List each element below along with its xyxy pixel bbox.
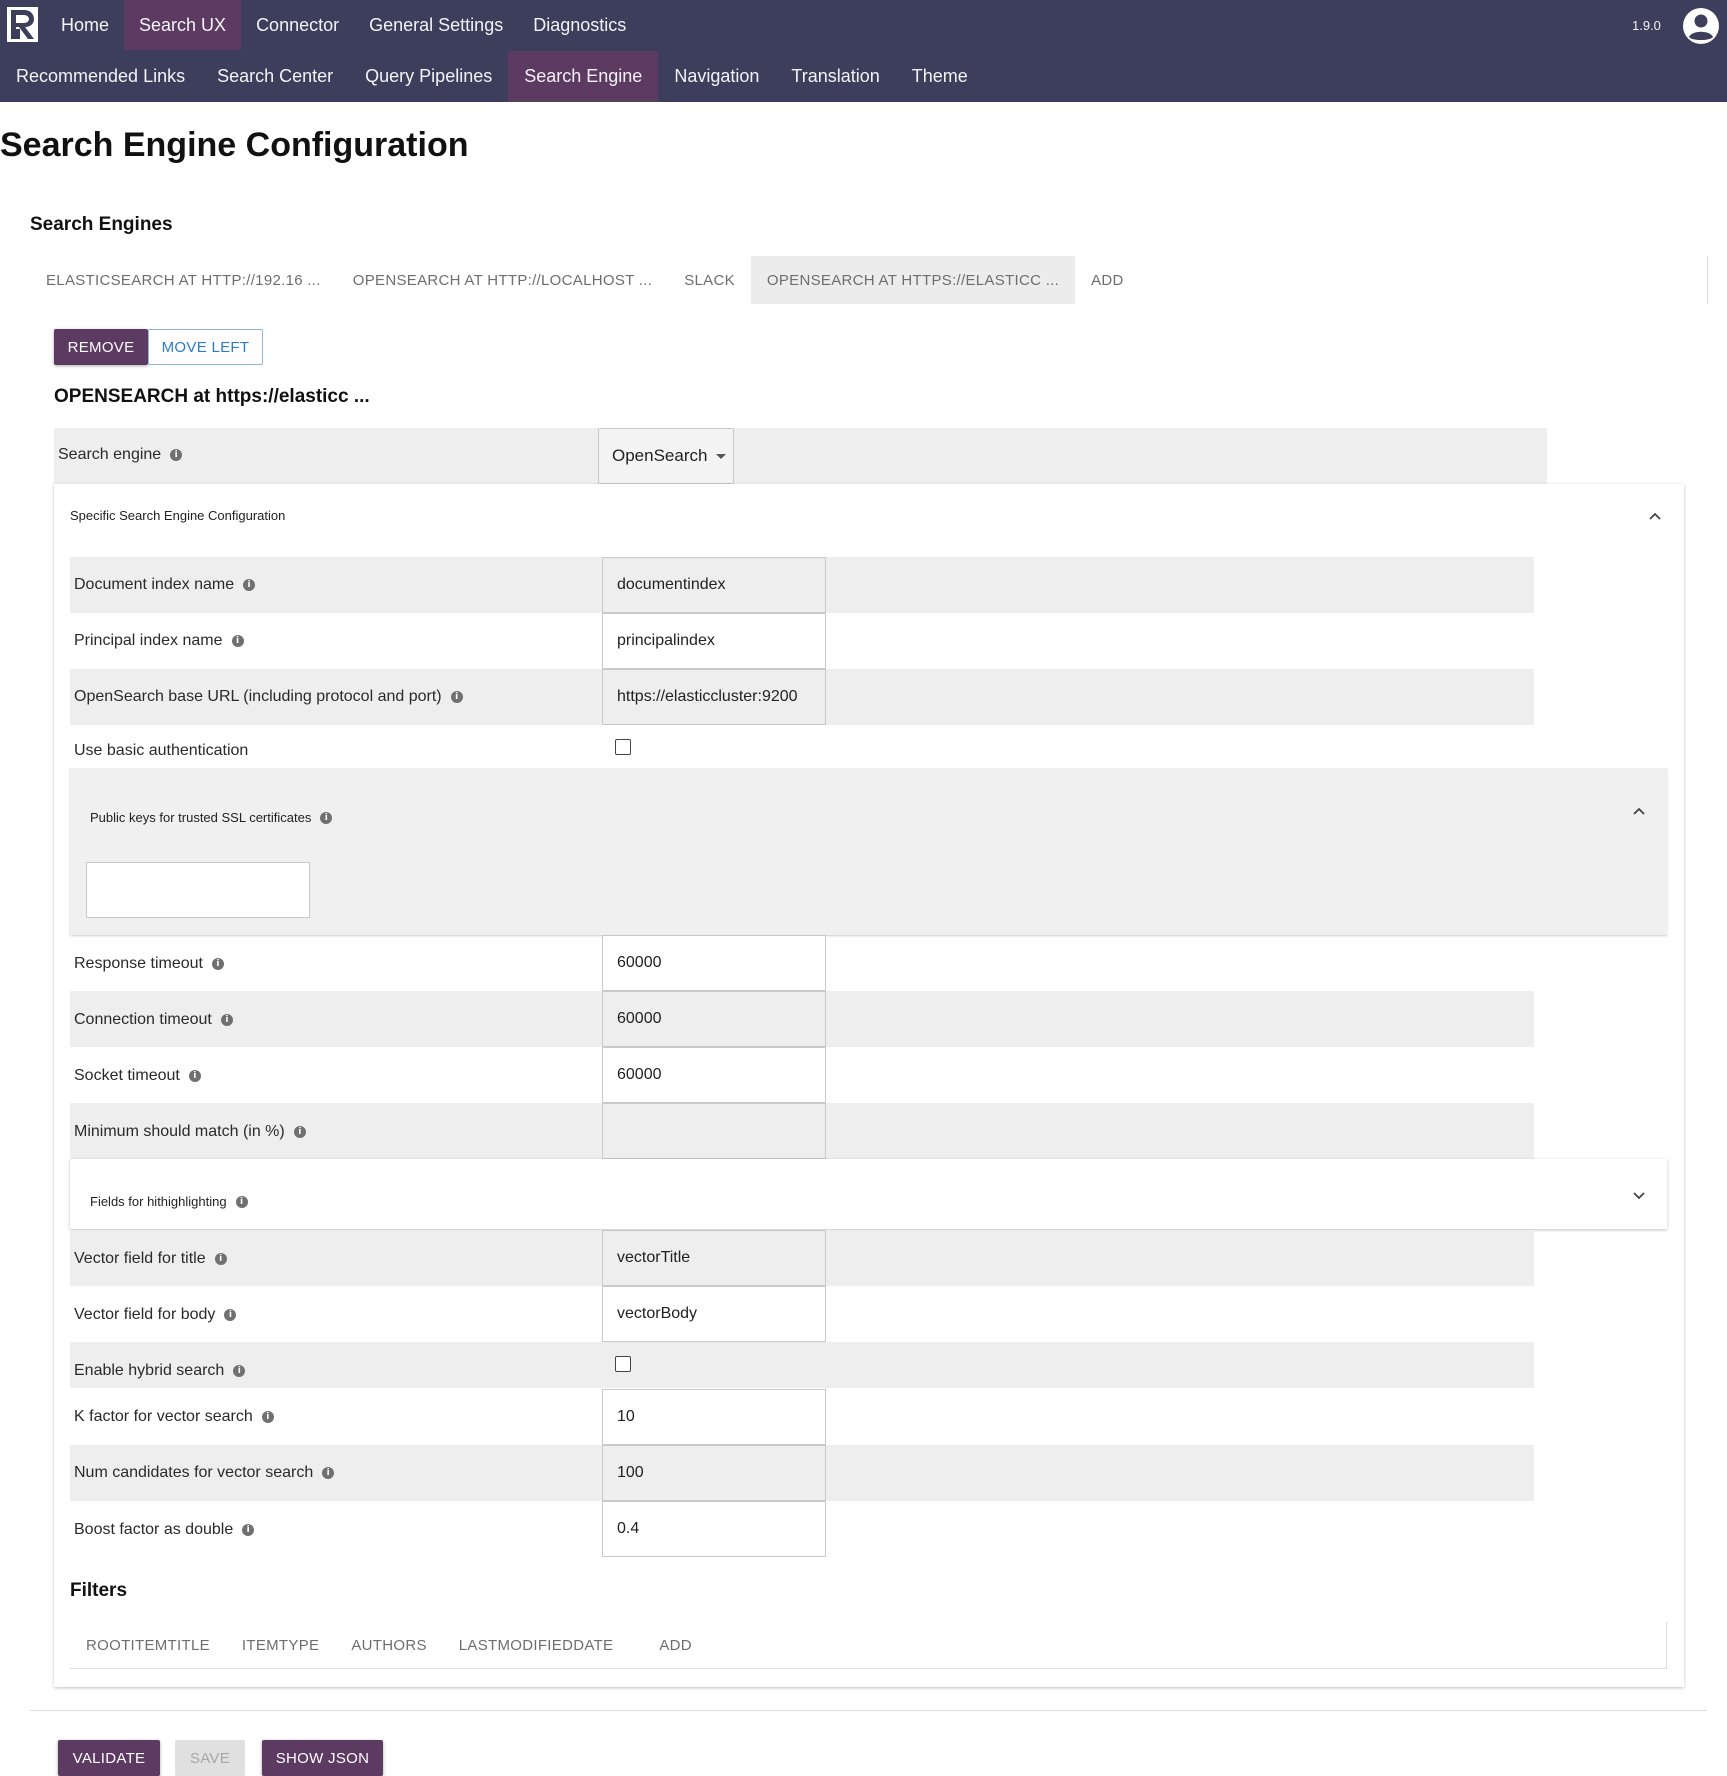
vector-body-label	[74, 1306, 236, 1324]
boost-factor-input[interactable]: 0.4	[602, 1501, 826, 1557]
app-version: 1.9.0	[1632, 18, 1661, 33]
search-engine-label	[58, 446, 182, 464]
ssl-keys-input[interactable]	[86, 862, 310, 918]
nav-home[interactable]: Home	[61, 14, 110, 35]
k-factor-label-text: K factor for vector search	[74, 1408, 253, 1425]
info-icon[interactable]: i	[451, 691, 463, 703]
num-candidates-label	[74, 1464, 334, 1482]
min-should-match-label-text: Minimum should match (in %)	[74, 1123, 285, 1140]
engine-title: OPENSEARCH at https://elasticc ...	[54, 386, 370, 407]
filter-tabs	[70, 1622, 708, 1668]
chevron-up-icon[interactable]	[1648, 511, 1662, 521]
info-icon[interactable]: i	[170, 449, 182, 461]
sub-nav	[0, 51, 984, 102]
filter-tab-lastmodifieddate[interactable]: LASTMODIFIEDDATE	[458, 1636, 614, 1654]
document-index-label-text: Document index name	[74, 576, 235, 593]
info-icon[interactable]: i	[215, 1253, 227, 1265]
specific-config-title[interactable]: Specific Search Engine Configuration	[70, 508, 286, 523]
highlight-fields-title[interactable]	[90, 1194, 248, 1209]
min-should-match-label	[74, 1123, 306, 1141]
remove-button[interactable]: REMOVE	[54, 329, 148, 365]
vector-body-label-text: Vector field for body	[74, 1306, 216, 1323]
subnav-navigation[interactable]: Navigation	[674, 66, 760, 86]
hybrid-search-checkbox[interactable]	[615, 1356, 631, 1372]
search-engine-select-value: OpenSearch	[612, 446, 708, 465]
socket-timeout-input[interactable]: 60000	[602, 1047, 826, 1103]
vector-body-input[interactable]: vectorBody	[602, 1286, 826, 1342]
hybrid-search-label	[74, 1362, 245, 1380]
info-icon[interactable]: i	[243, 579, 255, 591]
info-icon[interactable]: i	[221, 1014, 233, 1026]
hybrid-search-label-text: Enable hybrid search	[74, 1362, 225, 1379]
nav-general-settings[interactable]: General Settings	[369, 14, 504, 35]
principal-index-label	[74, 632, 244, 650]
connection-timeout-input[interactable]: 60000	[602, 991, 826, 1047]
socket-timeout-label	[74, 1067, 201, 1085]
nav-connector[interactable]: Connector	[256, 14, 340, 35]
search-engine-row	[54, 428, 1547, 484]
connection-timeout-label	[74, 1011, 233, 1029]
info-icon[interactable]: i	[262, 1411, 274, 1423]
specific-config-panel	[54, 484, 1684, 1687]
search-engines-heading: Search Engines	[30, 214, 173, 235]
dropdown-caret-icon	[716, 454, 726, 459]
base-url-label	[74, 688, 463, 706]
num-candidates-label-text: Num candidates for vector search	[74, 1464, 314, 1481]
subnav-translation[interactable]: Translation	[791, 66, 880, 86]
page-title: Search Engine Configuration	[0, 126, 469, 164]
tab-opensearch-elasticc[interactable]: OPENSEARCH AT HTTPS://ELASTICC ...	[751, 256, 1075, 304]
save-button[interactable]: SAVE	[175, 1740, 245, 1776]
document-index-input[interactable]: documentindex	[602, 557, 826, 613]
info-icon[interactable]: i	[233, 1365, 245, 1377]
chevron-up-icon[interactable]	[1632, 806, 1646, 816]
principal-index-input[interactable]: principalindex	[602, 613, 826, 669]
user-account-icon[interactable]	[1683, 8, 1719, 44]
num-candidates-input[interactable]: 100	[602, 1445, 826, 1501]
boost-factor-label-text: Boost factor as double	[74, 1521, 234, 1538]
info-icon[interactable]: i	[320, 812, 332, 824]
principal-index-label-text: Principal index name	[74, 632, 223, 649]
response-timeout-input[interactable]: 60000	[602, 935, 826, 991]
tab-add-engine[interactable]: ADD	[1091, 271, 1124, 289]
search-engine-select[interactable]	[598, 428, 734, 484]
filter-tab-authors[interactable]: AUTHORS	[351, 1636, 427, 1654]
min-should-match-input[interactable]	[602, 1103, 826, 1159]
info-icon[interactable]: i	[212, 958, 224, 970]
boost-factor-label	[74, 1521, 254, 1539]
basic-auth-label: Use basic authentication	[74, 742, 249, 759]
show-json-button[interactable]: SHOW JSON	[262, 1740, 383, 1776]
base-url-input[interactable]: https://elasticcluster:9200	[602, 669, 826, 725]
actions-divider	[30, 1710, 1707, 1711]
main-nav	[46, 0, 641, 50]
ssl-keys-title[interactable]	[90, 810, 332, 825]
vector-title-input[interactable]: vectorTitle	[602, 1230, 826, 1286]
info-icon[interactable]: i	[322, 1467, 334, 1479]
tab-opensearch-localhost[interactable]: OPENSEARCH AT HTTP://LOCALHOST ...	[352, 271, 653, 289]
filter-tab-itemtype[interactable]: ITEMTYPE	[241, 1636, 320, 1654]
tabs-divider	[1707, 256, 1708, 304]
tab-elasticsearch[interactable]: ELASTICSEARCH AT HTTP://192.16 ...	[46, 271, 321, 289]
ssl-keys-title-text: Public keys for trusted SSL certificates	[90, 810, 312, 825]
search-engine-label-text: Search engine	[58, 446, 162, 463]
subnav-search-engine[interactable]: Search Engine	[508, 51, 658, 102]
filter-tab-rootitemtitle[interactable]: ROOTITEMTITLE	[86, 1636, 210, 1654]
nav-search-ux[interactable]: Search UX	[124, 0, 241, 50]
connection-timeout-label-text: Connection timeout	[74, 1011, 212, 1028]
hybrid-search-row	[70, 1342, 1534, 1388]
app-logo-icon[interactable]	[7, 7, 38, 42]
subnav-theme[interactable]: Theme	[911, 66, 968, 86]
info-icon[interactable]: i	[294, 1126, 306, 1138]
highlight-fields-title-text: Fields for hithighlighting	[90, 1194, 227, 1209]
search-engine-tabs	[30, 256, 1140, 304]
info-icon[interactable]: i	[232, 635, 244, 647]
subnav-search-center[interactable]: Search Center	[217, 66, 334, 86]
tab-slack[interactable]: SLACK	[684, 271, 735, 289]
validate-button[interactable]: VALIDATE	[58, 1740, 160, 1776]
nav-diagnostics[interactable]: Diagnostics	[533, 14, 627, 35]
filters-heading: Filters	[70, 1580, 128, 1601]
info-icon[interactable]: i	[224, 1309, 236, 1321]
k-factor-input[interactable]: 10	[602, 1389, 826, 1445]
info-icon[interactable]: i	[242, 1524, 254, 1536]
socket-timeout-label-text: Socket timeout	[74, 1067, 180, 1084]
basic-auth-checkbox[interactable]	[615, 739, 631, 755]
document-index-label	[74, 576, 255, 594]
subnav-query-pipelines[interactable]: Query Pipelines	[365, 66, 493, 86]
vector-title-label	[74, 1250, 227, 1268]
highlight-fields-panel	[70, 1159, 1667, 1229]
vector-title-label-text: Vector field for title	[74, 1250, 206, 1267]
filter-tab-add[interactable]: ADD	[659, 1636, 692, 1654]
base-url-label-text: OpenSearch base URL (including protocol and port)	[74, 688, 442, 705]
info-icon[interactable]: i	[189, 1070, 201, 1082]
response-timeout-label-text: Response timeout	[74, 955, 203, 972]
move-left-button[interactable]: MOVE LEFT	[148, 329, 263, 365]
response-timeout-label	[74, 955, 224, 973]
top-navigation-bar	[0, 0, 1727, 102]
chevron-down-icon[interactable]	[1632, 1190, 1646, 1200]
info-icon[interactable]: i	[236, 1196, 248, 1208]
subnav-recommended-links[interactable]: Recommended Links	[16, 66, 186, 86]
k-factor-label	[74, 1408, 274, 1426]
